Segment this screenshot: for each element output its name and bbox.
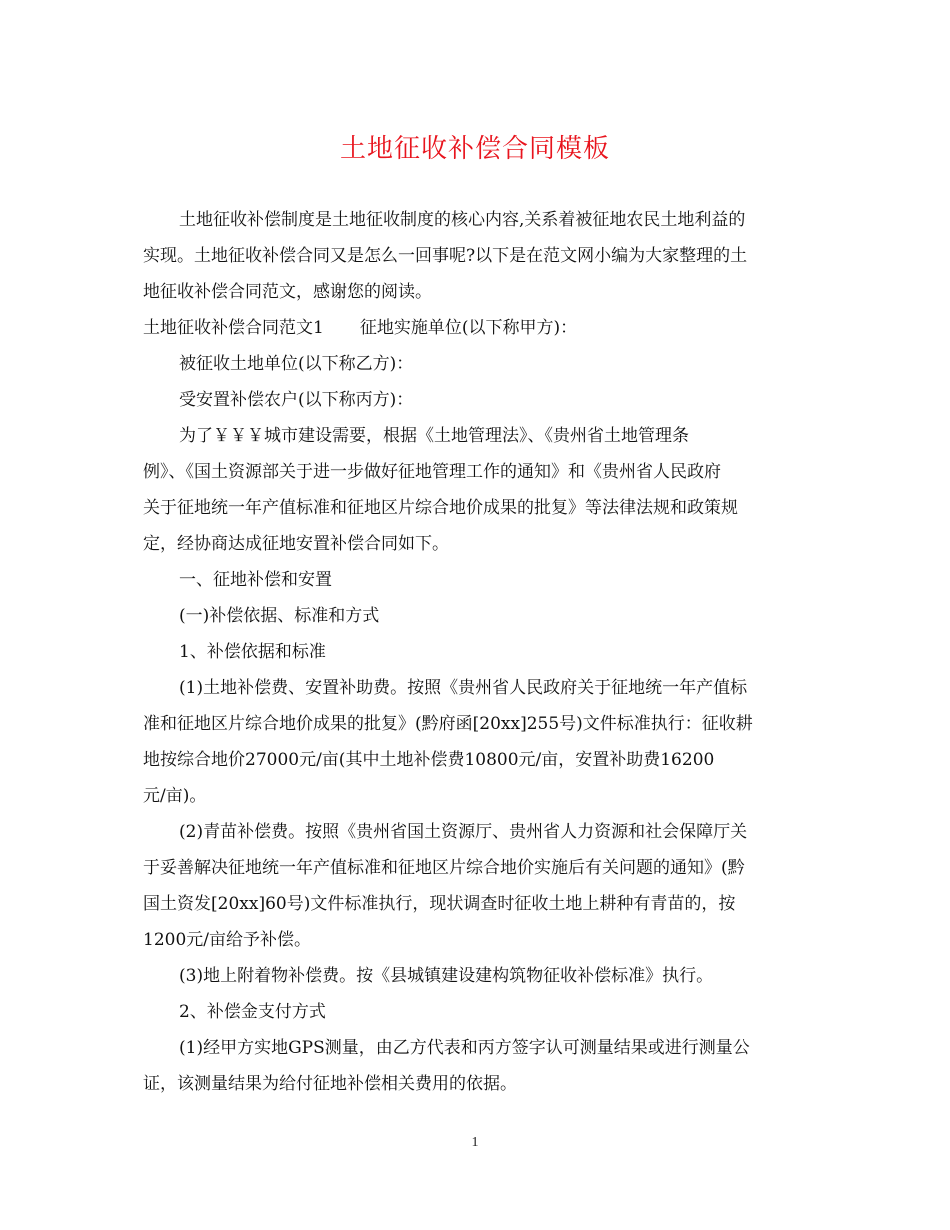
- paragraph-line: 例》、《国土资源部关于进一步做好征地管理工作的通知》和《贵州省人民政府: [143, 462, 721, 482]
- page-number: 1: [471, 1135, 479, 1150]
- paragraph-line: 元/亩)。: [143, 786, 207, 806]
- document-title: 土地征收补偿合同模板: [339, 134, 610, 164]
- document-body: [143, 202, 808, 1102]
- paragraph-line: (3)地上附着物补偿费。按《县城镇建设建构筑物征收补偿标准》执行。: [179, 966, 714, 986]
- paragraph-line: 于妥善解决征地统一年产值标准和征地区片综合地价实施后有关问题的通知》(黔: [143, 858, 745, 878]
- subsection-heading: 1、补偿依据和标准: [179, 642, 326, 662]
- paragraph-line: 为了￥￥￥城市建设需要，根据《土地管理法》、《贵州省土地管理条: [179, 426, 689, 446]
- paragraph-line: 地征收补偿合同范文，感谢您的阅读。: [143, 282, 432, 302]
- paragraph-line: (2)青苗补偿费。按照《贵州省国土资源厅、贵州省人力资源和社会保障厅关: [179, 822, 748, 842]
- paragraph-line: 国土资发[20xx]60号)文件标准执行，现状调查时征收土地上耕种有青苗的，按: [143, 894, 736, 914]
- paragraph-line: 准和征地区片综合地价成果的批复》(黔府函[20xx]255号)文件标准执行：征收耕: [143, 714, 753, 734]
- paragraph-line: 关于征地统一年产值标准和征地区片综合地价成果的批复》等法律法规和政策规: [143, 498, 738, 518]
- paragraph-line: (1)土地补偿费、安置补助费。按照《贵州省人民政府关于征地统一年产值标: [179, 678, 748, 698]
- paragraph-line: 1200元/亩给予补偿。: [143, 930, 311, 950]
- paragraph-line: 定，经协商达成征地安置补偿合同如下。: [143, 534, 449, 554]
- paragraph-line: 证，该测量结果为给付征地补偿相关费用的依据。: [143, 1074, 517, 1094]
- paragraph-line: (1)经甲方实地GPS测量，由乙方代表和丙方签字认可测量结果或进行测量公: [179, 1038, 750, 1058]
- paragraph-line: 土地征收补偿制度是土地征收制度的核心内容,关系着被征地农民土地利益的: [179, 210, 746, 230]
- party-a-line: 征地实施单位(以下称甲方)：: [359, 318, 578, 338]
- party-b-line: 被征收土地单位(以下称乙方)：: [179, 354, 414, 374]
- section-heading: 一、征地补偿和安置: [179, 570, 332, 590]
- paragraph-line: [143, 310, 808, 346]
- paragraph-line: 地按综合地价27000元/亩(其中土地补偿费10800元/亩，安置补助费16200: [143, 750, 715, 770]
- subsection-heading: 2、补偿金支付方式: [179, 1002, 326, 1022]
- party-c-line: 受安置补偿农户(以下称丙方)：: [179, 390, 414, 410]
- section-heading: 土地征收补偿合同范文1: [143, 318, 324, 338]
- subsection-heading: (一)补偿依据、标准和方式: [179, 606, 380, 626]
- paragraph-line: 实现。土地征收补偿合同又是怎么一回事呢?以下是在范文网小编为大家整理的土: [143, 246, 748, 266]
